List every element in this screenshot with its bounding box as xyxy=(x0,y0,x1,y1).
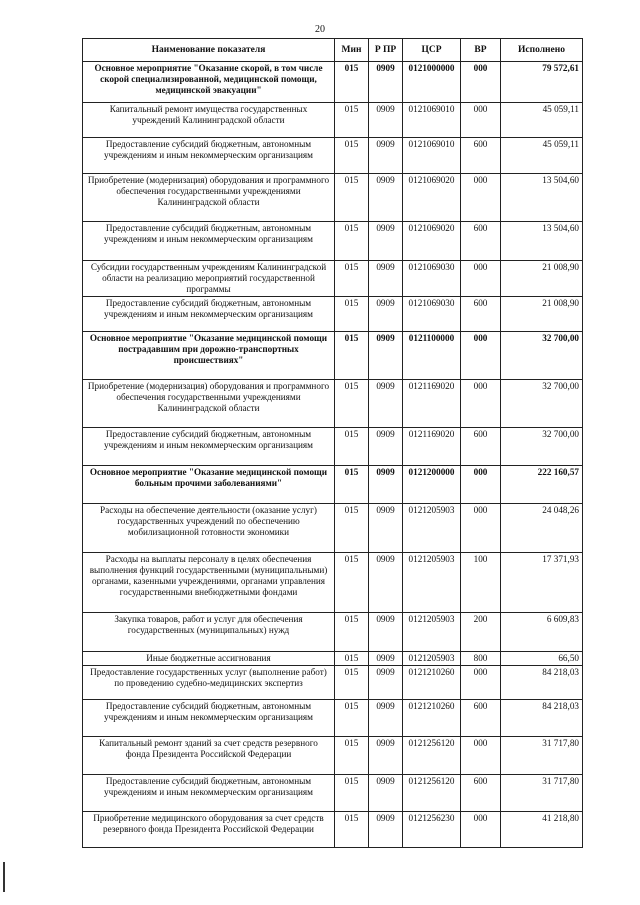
table-row xyxy=(83,261,583,297)
row-done: 31 717,80 xyxy=(501,775,583,812)
row-vr: 000 xyxy=(461,174,501,222)
row-vr: 600 xyxy=(461,700,501,737)
col-done-header: Исполнено xyxy=(501,39,583,62)
row-csr: 0121069030 xyxy=(403,261,461,297)
table-row xyxy=(83,812,583,848)
row-csr: 0121069030 xyxy=(403,297,461,332)
row-name: Приобретение (модернизация) оборудования и программного обеспечения государственными учреждениями Калининградской области xyxy=(83,380,335,428)
row-vr: 000 xyxy=(461,103,501,138)
table-row xyxy=(83,466,583,504)
col-min-header: Мин xyxy=(335,39,369,62)
row-min: 015 xyxy=(335,613,369,652)
row-min: 015 xyxy=(335,812,369,848)
row-name: Основное мероприятие "Оказание скорой, в том числе скорой специализированной, медицинской помощи, медицинской эвакуации" xyxy=(83,62,335,103)
row-min: 015 xyxy=(335,62,369,103)
page-number: 20 xyxy=(315,24,325,35)
row-min: 015 xyxy=(335,700,369,737)
row-name: Предоставление субсидий бюджетным, автономным учреждениям и иным некоммерческим организациям xyxy=(83,428,335,466)
row-rpr: 0909 xyxy=(369,613,403,652)
table-row xyxy=(83,174,583,222)
table-row xyxy=(83,652,583,666)
row-vr: 800 xyxy=(461,652,501,666)
row-vr: 000 xyxy=(461,62,501,103)
row-name: Субсидии государственным учреждениям Калининградской области на реализацию мероприятий государственной программы xyxy=(83,261,335,297)
row-name: Иные бюджетные ассигнования xyxy=(83,652,335,666)
row-name: Приобретение медицинского оборудования за счет средств резервного фонда Президента Российской Федерации xyxy=(83,812,335,848)
row-min: 015 xyxy=(335,222,369,261)
row-csr: 0121205903 xyxy=(403,613,461,652)
row-csr: 0121069010 xyxy=(403,103,461,138)
row-csr: 0121200000 xyxy=(403,466,461,504)
table-row xyxy=(83,138,583,174)
row-vr: 000 xyxy=(461,332,501,380)
row-rpr: 0909 xyxy=(369,652,403,666)
row-vr: 600 xyxy=(461,138,501,174)
row-done: 41 218,80 xyxy=(501,812,583,848)
row-vr: 000 xyxy=(461,812,501,848)
row-name: Предоставление субсидий бюджетным, автономным учреждениям и иным некоммерческим организациям xyxy=(83,297,335,332)
row-done: 84 218,03 xyxy=(501,666,583,700)
row-name: Основное мероприятие "Оказание медицинской помощи больным прочими заболеваниями" xyxy=(83,466,335,504)
row-done: 45 059,11 xyxy=(501,103,583,138)
row-csr: 0121169020 xyxy=(403,380,461,428)
table-row xyxy=(83,62,583,103)
table-row xyxy=(83,332,583,380)
row-name: Предоставление субсидий бюджетным, автономным учреждениям и иным некоммерческим организациям xyxy=(83,700,335,737)
scan-edge-mark xyxy=(3,862,5,892)
row-min: 015 xyxy=(335,737,369,775)
row-rpr: 0909 xyxy=(369,466,403,504)
row-done: 13 504,60 xyxy=(501,174,583,222)
row-min: 015 xyxy=(335,332,369,380)
table-header xyxy=(83,39,583,62)
table-row xyxy=(83,666,583,700)
row-min: 015 xyxy=(335,775,369,812)
row-rpr: 0909 xyxy=(369,103,403,138)
row-name: Предоставление субсидий бюджетным, автономным учреждениям и иным некоммерческим организациям xyxy=(83,775,335,812)
row-csr: 0121256230 xyxy=(403,812,461,848)
row-min: 015 xyxy=(335,297,369,332)
row-done: 222 160,57 xyxy=(501,466,583,504)
row-min: 015 xyxy=(335,103,369,138)
table-row xyxy=(83,428,583,466)
table-row xyxy=(83,222,583,261)
row-csr: 0121000000 xyxy=(403,62,461,103)
row-min: 015 xyxy=(335,380,369,428)
row-done: 84 218,03 xyxy=(501,700,583,737)
table-row xyxy=(83,700,583,737)
row-min: 015 xyxy=(335,553,369,613)
row-done: 66,50 xyxy=(501,652,583,666)
row-csr: 0121205903 xyxy=(403,652,461,666)
row-done: 32 700,00 xyxy=(501,380,583,428)
row-rpr: 0909 xyxy=(369,737,403,775)
row-done: 21 008,90 xyxy=(501,261,583,297)
row-rpr: 0909 xyxy=(369,666,403,700)
row-name: Расходы на выплаты персоналу в целях обеспечения выполнения функций государственными (муниципальными) органами, казенными учреждениями, органами управления государственными внебюджетными фондами xyxy=(83,553,335,613)
row-csr: 0121210260 xyxy=(403,666,461,700)
row-name: Предоставление субсидий бюджетным, автономным учреждениям и иным некоммерческим организациям xyxy=(83,138,335,174)
row-rpr: 0909 xyxy=(369,504,403,553)
row-csr: 0121100000 xyxy=(403,332,461,380)
row-vr: 000 xyxy=(461,504,501,553)
table-row xyxy=(83,553,583,613)
row-rpr: 0909 xyxy=(369,138,403,174)
table-row xyxy=(83,380,583,428)
row-done: 45 059,11 xyxy=(501,138,583,174)
row-min: 015 xyxy=(335,504,369,553)
row-name: Основное мероприятие "Оказание медицинской помощи пострадавшим при дорожно-транспортных происшествиях" xyxy=(83,332,335,380)
row-name: Расходы на обеспечение деятельности (оказание услуг) государственных учреждений по обеспечению мобилизационной готовности экономики xyxy=(83,504,335,553)
row-name: Предоставление субсидий бюджетным, автономным учреждениям и иным некоммерческим организациям xyxy=(83,222,335,261)
row-rpr: 0909 xyxy=(369,261,403,297)
row-min: 015 xyxy=(335,666,369,700)
row-csr: 0121210260 xyxy=(403,700,461,737)
row-vr: 600 xyxy=(461,775,501,812)
row-min: 015 xyxy=(335,428,369,466)
col-csr-header: ЦСР xyxy=(403,39,461,62)
row-done: 31 717,80 xyxy=(501,737,583,775)
row-done: 79 572,61 xyxy=(501,62,583,103)
table-row xyxy=(83,775,583,812)
row-name: Приобретение (модернизация) оборудования и программного обеспечения государственными учреждениями Калининградской области xyxy=(83,174,335,222)
row-min: 015 xyxy=(335,174,369,222)
row-vr: 100 xyxy=(461,553,501,613)
row-rpr: 0909 xyxy=(369,222,403,261)
table-row xyxy=(83,737,583,775)
row-rpr: 0909 xyxy=(369,812,403,848)
row-done: 32 700,00 xyxy=(501,332,583,380)
row-rpr: 0909 xyxy=(369,775,403,812)
row-vr: 600 xyxy=(461,222,501,261)
row-rpr: 0909 xyxy=(369,62,403,103)
col-name-header: Наименование показателя xyxy=(83,39,335,62)
row-name: Капитальный ремонт зданий за счет средств резервного фонда Президента Российской Федерации xyxy=(83,737,335,775)
table-row xyxy=(83,103,583,138)
row-csr: 0121069020 xyxy=(403,222,461,261)
col-vr-header: ВР xyxy=(461,39,501,62)
row-vr: 000 xyxy=(461,261,501,297)
row-rpr: 0909 xyxy=(369,174,403,222)
col-rpr-header: Р ПР xyxy=(369,39,403,62)
row-rpr: 0909 xyxy=(369,428,403,466)
row-done: 32 700,00 xyxy=(501,428,583,466)
row-csr: 0121205903 xyxy=(403,553,461,613)
row-name: Закупка товаров, работ и услуг для обеспечения государственных (муниципальных) нужд xyxy=(83,613,335,652)
row-min: 015 xyxy=(335,652,369,666)
row-vr: 000 xyxy=(461,466,501,504)
row-done: 21 008,90 xyxy=(501,297,583,332)
budget-table xyxy=(82,38,583,848)
row-vr: 000 xyxy=(461,737,501,775)
row-vr: 600 xyxy=(461,297,501,332)
table-row xyxy=(83,297,583,332)
row-csr: 0121256120 xyxy=(403,775,461,812)
row-csr: 0121069010 xyxy=(403,138,461,174)
row-csr: 0121205903 xyxy=(403,504,461,553)
row-done: 17 371,93 xyxy=(501,553,583,613)
row-rpr: 0909 xyxy=(369,380,403,428)
row-min: 015 xyxy=(335,466,369,504)
row-rpr: 0909 xyxy=(369,553,403,613)
table-row xyxy=(83,613,583,652)
row-rpr: 0909 xyxy=(369,700,403,737)
row-rpr: 0909 xyxy=(369,297,403,332)
row-vr: 000 xyxy=(461,380,501,428)
row-done: 6 609,83 xyxy=(501,613,583,652)
row-csr: 0121256120 xyxy=(403,737,461,775)
row-vr: 200 xyxy=(461,613,501,652)
table-row xyxy=(83,504,583,553)
row-name: Предоставление государственных услуг (выполнение работ) по проведению судебно-медицинских экспертиз xyxy=(83,666,335,700)
row-rpr: 0909 xyxy=(369,332,403,380)
row-vr: 600 xyxy=(461,428,501,466)
row-csr: 0121069020 xyxy=(403,174,461,222)
row-done: 13 504,60 xyxy=(501,222,583,261)
row-min: 015 xyxy=(335,261,369,297)
row-min: 015 xyxy=(335,138,369,174)
row-vr: 000 xyxy=(461,666,501,700)
row-name: Капитальный ремонт имущества государственных учреждений Калининградской области xyxy=(83,103,335,138)
row-done: 24 048,26 xyxy=(501,504,583,553)
row-csr: 0121169020 xyxy=(403,428,461,466)
